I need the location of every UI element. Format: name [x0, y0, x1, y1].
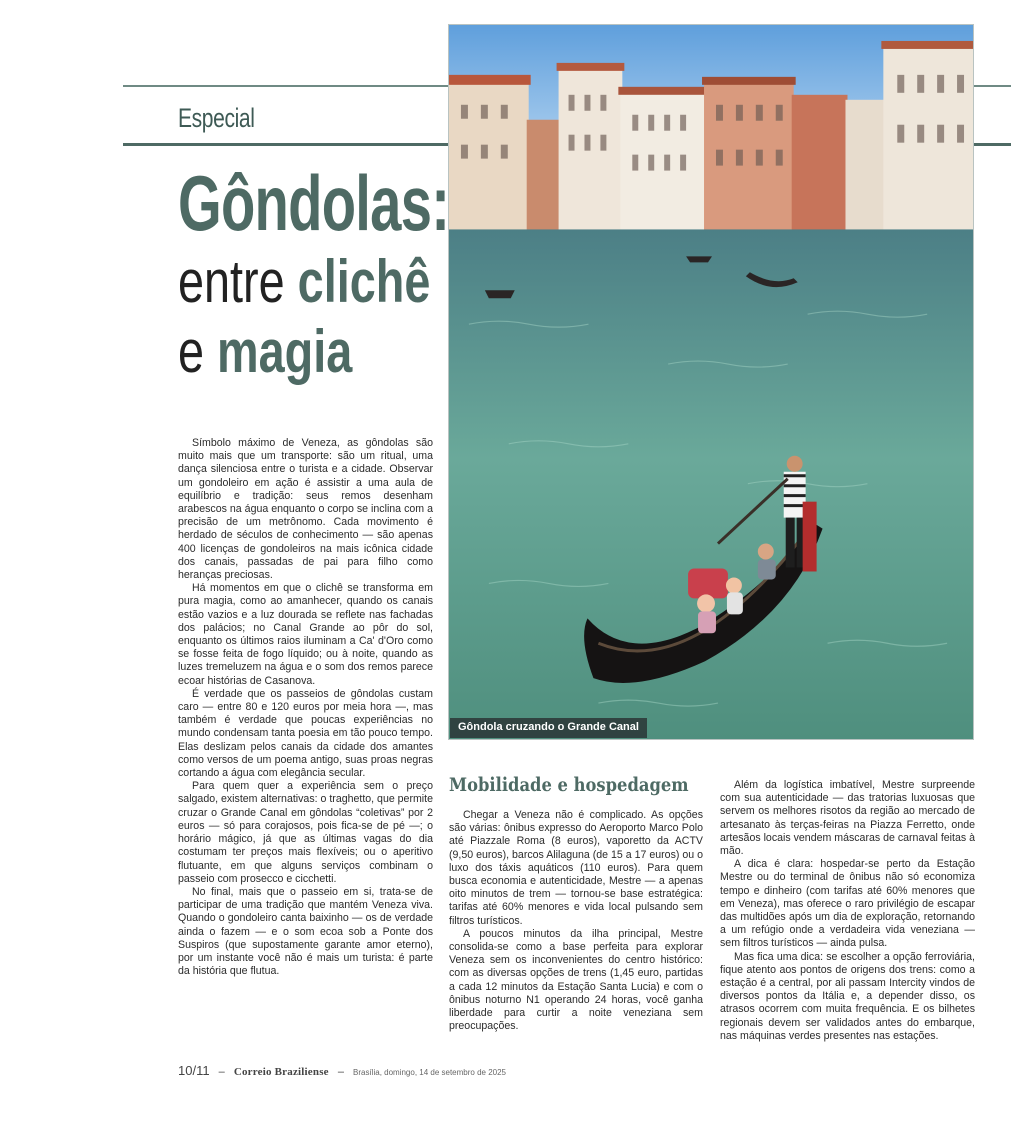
headline-line-3-thin: e: [178, 318, 218, 385]
headline-line-3-bold: magia: [217, 318, 353, 385]
paragraph: No final, mais que o passeio em si, trata-se de participar de uma tradição que mantém Veneza viva. Quando o gondoleiro canta baixinho — os de verdade ainda o fazem — e o som ecoa sob a Ponte dos Suspiros (que supostamente garante amor eterno), por um instante você não é mais um turista: é parte da história que flutua.: [178, 885, 433, 978]
subheading: Mobilidade e hospedagem: [449, 774, 689, 796]
palazzi-left: [449, 63, 708, 240]
photo-caption: Gôndola cruzando o Grande Canal: [450, 718, 647, 738]
paragraph: Símbolo máximo de Veneza, as gôndolas são muito mais que um transporte: são um ritual, uma dança silenciosa entre o turista e a cidade. Observar um gondoleiro em ação é assistir a uma aula de equilíbrio e tradição: seus remos desenham arabescos na água enquanto o corpo se inclina com a precisão de um metrônomo. Cada movimento é herdado de séculos de conhecimento — são apenas 400 licenças de gondoleiros na mais icônica cidade dos canais, passadas de pai para filho como heranças preciosas.: [178, 437, 433, 582]
paragraph: Além da logística imbatível, Mestre surpreende com sua autenticidade — das tratorias luxuosas que servem os melhores risotos da região ao mercado de artesanato às terças-feiras na Piazza Ferretto, onde artesãos locais vendem máscaras de carnaval feitas à mão.: [720, 779, 975, 858]
paragraph: Para quem quer a experiência sem o preço salgado, existem alternativas: o traghetto, que permite cruzar o Grande Canal em gôndolas “coletivas” por 2 euros — só para corajosos, pois fica-se de pé —; o horário mágico, já que as últimas vagas do dia costumam ter preços mais flexíveis; ou o aperitivo flutuante, em que alguns serviços combinam o passeio com prosecco e cicchetti.: [178, 780, 433, 885]
gondola-photo-illustration: [449, 25, 973, 739]
headline-line-2-bold: clichê: [297, 248, 431, 315]
paragraph: É verdade que os passeios de gôndolas custam caro — entre 80 e 120 euros por meia hora —, mas também é verdade que poucas experiências no mundo condensam tanta poesia em tão pouco tempo. Elas deslizam pelos canais da cidade dos amantes como versos de um poema antigo, suas proas negras cortando a água com elegância secular.: [178, 687, 433, 780]
paragraph: Há momentos em que o clichê se transforma em pura magia, como ao amanhecer, quando os canais estão vazios e a luz dourada se reflete nas fachadas dos palácios; no Canal Grande ao pôr do sol, enquanto os últimos raios iluminam a Ca' d'Oro como se fosse feita de fogo líquido; ou à noite, quando as luzes tremeluzem na água e o som dos remos parece ecoar histórias de Casanova.: [178, 582, 433, 687]
page-numbers: 10/11: [178, 1063, 210, 1078]
footer-separator: –: [337, 1066, 344, 1078]
headline-line-2: [178, 248, 431, 315]
paragraph: A dica é clara: hospedar-se perto da Estação Mestre ou do terminal de ônibus não só economiza tempo e dinheiro (com tarifas até 60% menores que em Veneza), mas oferece o raro privilégio de escapar das multidões após um dia de exploração, retornando a um refúgio onde a verdadeira vida veneziana — sem filtros turísticos — ainda pulsa.: [720, 858, 975, 950]
paragraph: Mas fica uma dica: se escolher a opção ferroviária, fique atento aos pontos de origens dos trens: como a estação é a central, por ali passam Intercity vindos de diversos pontos da Itália e, a depender disso, os atrasos ocorrem com muita frequência. E os bilhetes regionais devem ser validados antes do embarque, nas máquinas verdes presentes nas estações.: [720, 950, 975, 1042]
gondola-photo: [448, 24, 974, 740]
headline-line-3: [178, 318, 381, 385]
paragraph: A poucos minutos da ilha principal, Mestre consolida-se como a base perfeita para explorar Veneza sem os inconvenientes do centro histórico: com as diversas opções de trens (1,45 euro, partidas a cada 12 minutos da Estação Santa Lucia) e com o ônibus noturno N1 operando 24 horas, você ganha liberdade para curtir a noite veneziana sem preocupações.: [449, 927, 703, 1033]
article-column-3: [720, 779, 975, 1043]
footer-separator: –: [218, 1066, 225, 1078]
article-column-2: [449, 809, 703, 1033]
article-column-1: [178, 437, 433, 978]
canal-water: [449, 229, 973, 739]
publication-date: Brasília, domingo, 14 de setembro de 2025: [353, 1068, 506, 1077]
newspaper-name: Correio Braziliense: [233, 1066, 329, 1078]
headline-line-1: Gôndolas:: [178, 159, 450, 247]
page-footer: [178, 1063, 506, 1078]
paragraph: Chegar a Veneza não é complicado. As opções são várias: ônibus expresso do Aeroporto Marco Polo até Piazzale Roma (8 euros), vaporetto da ACTV (9,50 euros), barcos Alilaguna (de 15 a 17 euros) ou o luxo dos táxis aquáticos (110 euros). Para quem busca economia e autenticidade, Mestre — a apenas oito minutos de trem — tornou-se base estratégica: tarifas até 60% menores e vida local pulsando sem filtros turísticos.: [449, 809, 703, 927]
section-label: Especial: [178, 103, 255, 133]
headline: [178, 159, 450, 385]
headline-line-2-thin: entre: [178, 248, 298, 315]
